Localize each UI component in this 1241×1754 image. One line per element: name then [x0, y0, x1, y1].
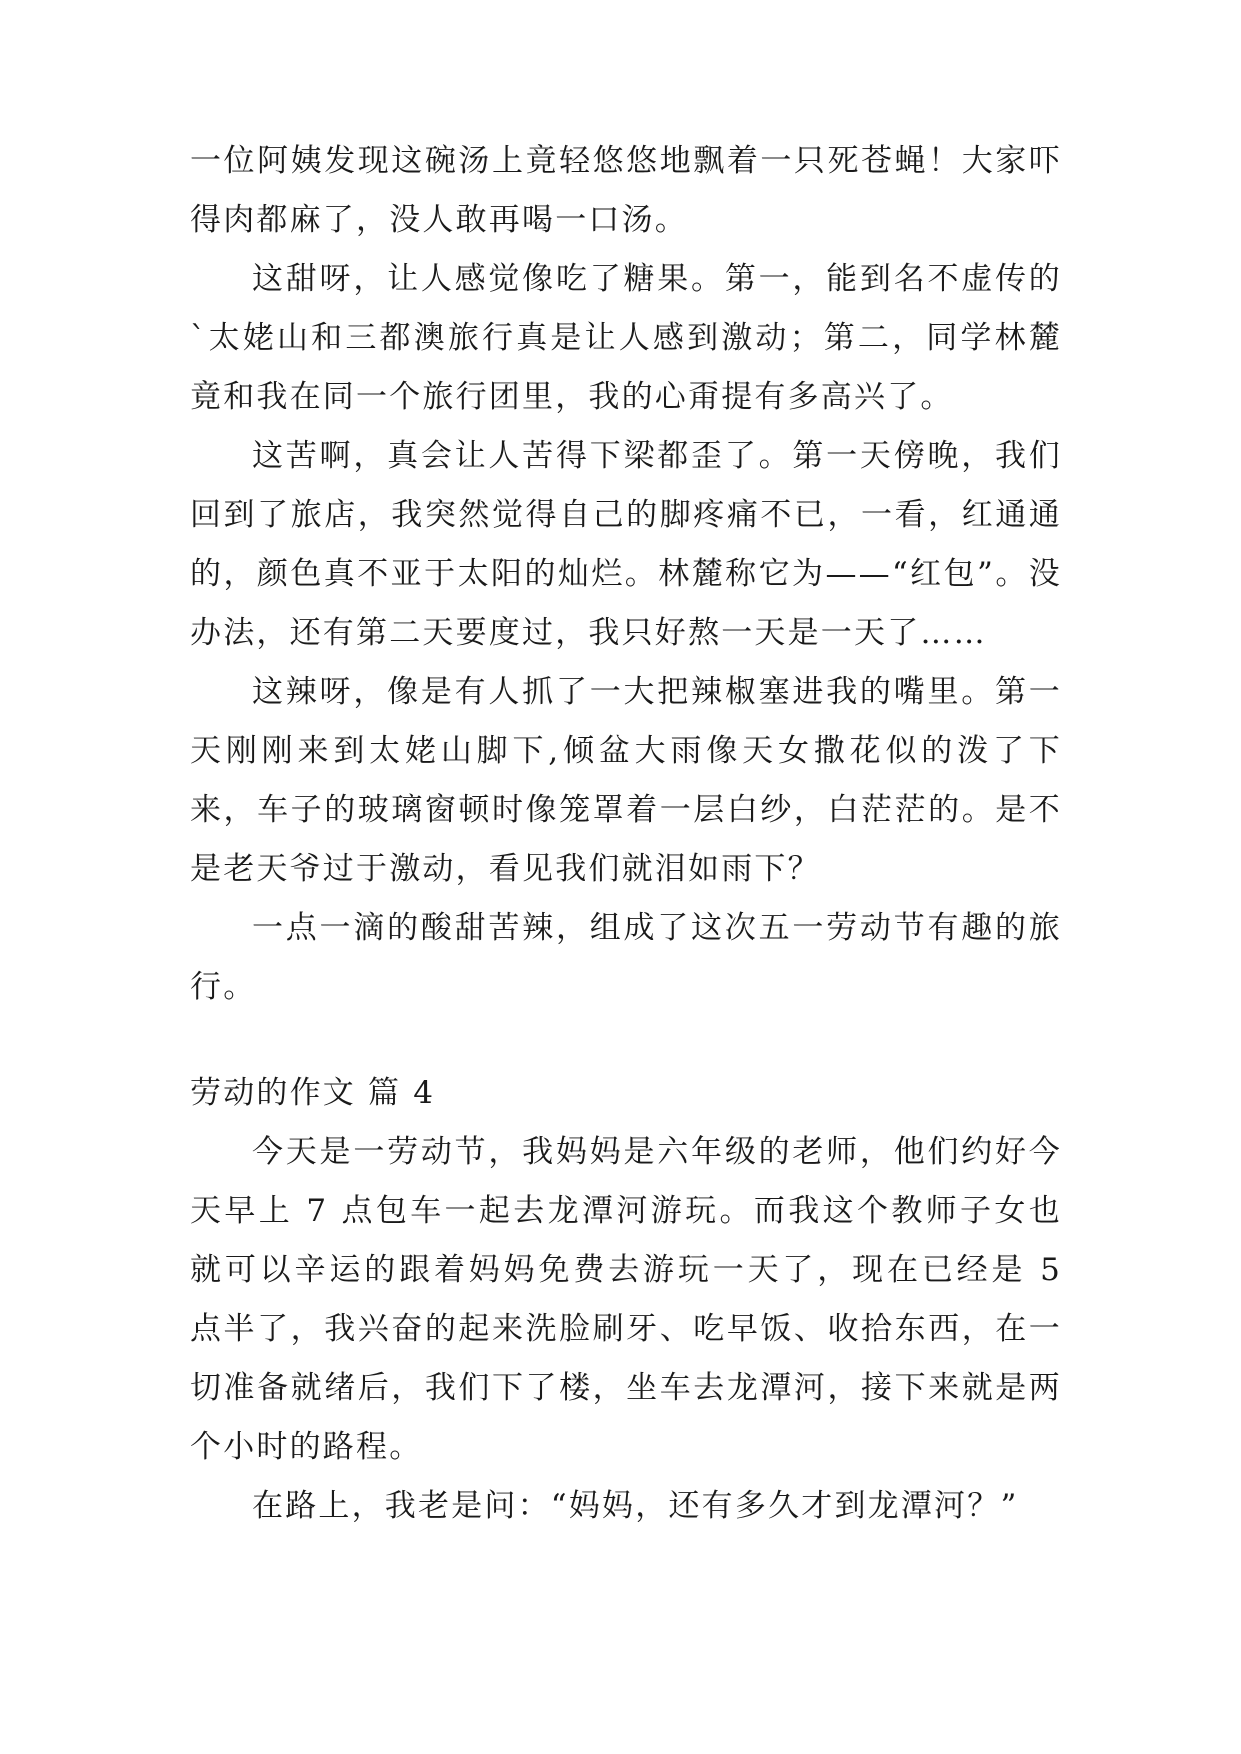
paragraph-conclusion: 一点一滴的酸甜苦辣，组成了这次五一劳动节有趣的旅行。 [190, 910, 1062, 1005]
paragraph-bitter: 这苦啊，真会让人苦得下梁都歪了。第一天傍晚，我们回到了旅店，我突然觉得自己的脚疼痛不已，一看，红通通的，颜色真不亚于太阳的灿烂。林麓称它为——“红包”。没办法，还有第二天要度过，我只好熬一天是一天了…… [190, 438, 1062, 651]
paragraph-on-the-road: 在路上，我老是问：“妈妈，还有多久才到龙潭河？” [252, 1488, 1019, 1524]
section-heading: 劳动的作文 篇 4 [190, 1075, 436, 1111]
paragraph-spicy: 这辣呀，像是有人抓了一大把辣椒塞进我的嘴里。第一天刚刚来到太姥山脚下,倾盆大雨像天女撒花似的泼了下来，车子的玻璃窗顿时像笼罩着一层白纱，白茫茫的。是不是老天爷过于激动，看见我们就泪如雨下？ [190, 674, 1062, 887]
paragraph-sweet: 这甜呀，让人感觉像吃了糖果。第一，能到名不虚传的`太姥山和三都澳旅行真是让人感到激动；第二，同学林麓竟和我在同一个旅行团里，我的心甭提有多高兴了。 [190, 261, 1062, 415]
paragraph-continued: 一位阿姨发现这碗汤上竟轻悠悠地飘着一只死苍蝇！大家吓得肉都麻了，没人敢再喝一口汤。 [190, 143, 1062, 238]
paragraph-labor-day: 今天是一劳动节，我妈妈是六年级的老师，他们约好今天早上 7 点包车一起去龙潭河游玩。而我这个教师子女也就可以辛运的跟着妈妈免费去游玩一天了，现在已经是 5 点半了，我兴奋的起来洗脸刷牙、吃早饭、收拾东西，在一切准备就绪后，我们下了楼，坐车去龙潭河，接下来就是两个小时的路程。 [190, 1134, 1062, 1465]
document-page [190, 132, 1062, 1536]
